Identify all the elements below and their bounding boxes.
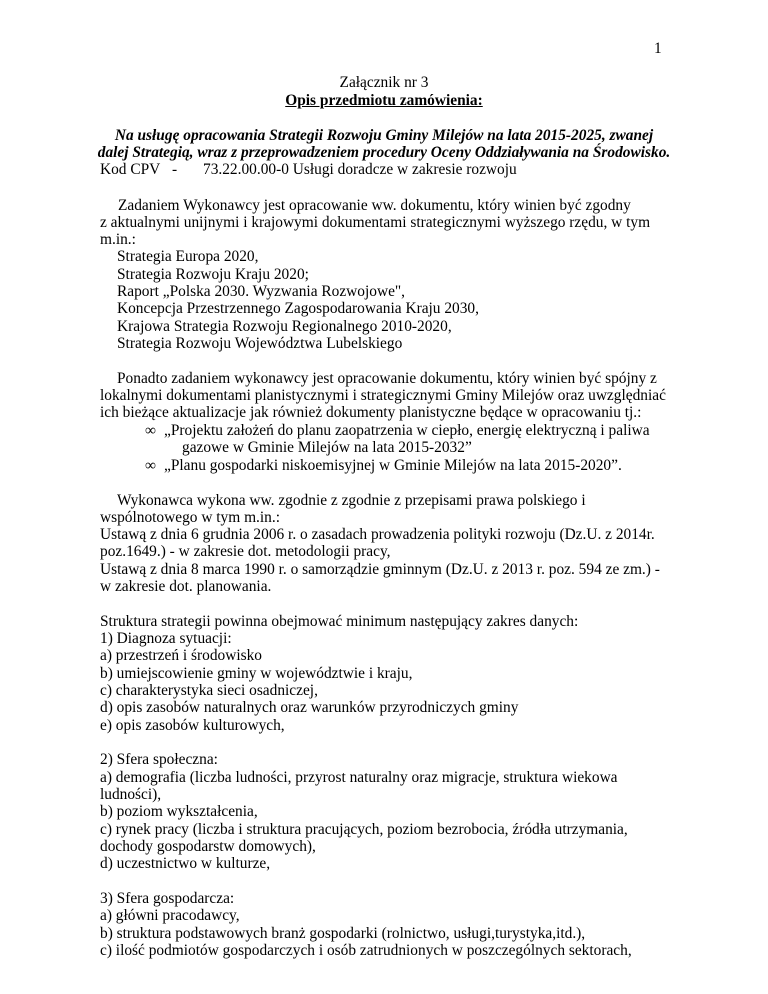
bullet-1-line-1: „Projektu założeń do planu zaopatrzenia w ciepło, energię elektryczną i paliwa [164,422,650,439]
document-list-item: Raport „Polska 2030. Wyzwania Rozwojowe", [117,283,406,300]
annex-label: Załącznik nr 3 [339,74,429,91]
document-list-item: Krajowa Strategia Rozwoju Regionalnego 2010-2020, [117,318,452,335]
bullet-2: „Planu gospodarki niskoemisyjnej w Gminie Milejów na lata 2015-2020”. [164,457,622,474]
list-item: ludności), [100,786,162,803]
cpv-dash: - [172,161,178,178]
document-list-item: Strategia Rozwoju Kraju 2020; [117,266,309,283]
para3-line-3: Ustawą z dnia 6 grudnia 2006 r. o zasadach prowadzenia polityki rozwoju (Dz.U. z 2014r. [100,526,655,543]
list-item: e) opis zasobów kulturowych, [100,717,285,734]
para2-line-1: Ponadto zadaniem wykonawcy jest opracowanie dokumentu, który winien być spójny z [117,370,657,387]
list-item: d) opis zasobów naturalnych oraz warunków przyrodniczych gminy [100,699,519,716]
list-item: a) demografia (liczba ludności, przyrost naturalny oraz migracje, struktura wiekowa [100,769,618,786]
para2-line-3: ich bieżące aktualizacje jak również dokumenty planistyczne będące w opracowaniu tj.: [100,404,642,421]
bullet-icon: ∞ [145,422,156,439]
para1-line-3: m.in.: [100,231,136,248]
page-number: 1 [654,40,662,57]
document-list-item: Strategia Europa 2020, [117,248,259,265]
para3-line-4: poz.1649.) - w zakresie dot. metodologii pracy, [100,543,391,560]
document-list-item: Strategia Rozwoju Województwa Lubelskiego [117,335,403,352]
para1-line-1: Zadaniem Wykonawcy jest opracowanie ww. dokumentu, który winien być zgodny [118,197,631,214]
para3-line-5: Ustawą z dnia 8 marca 1990 r. o samorządzie gminnym (Dz.U. z 2013 r. poz. 594 ze zm.) - [100,561,660,578]
para1-line-2: z aktualnymi unijnymi i krajowymi dokumentami strategicznymi wyższego rzędu, w tym [100,214,651,231]
para3-line-1: Wykonawca wykona ww. zgodnie z zgodnie z przepisami prawa polskiego i [117,492,586,509]
cpv-label: Kod CPV [100,161,161,178]
para3-line-6: w zakresie dot. planowania. [100,578,272,595]
list-item: dochody gospodarstw domowych), [100,838,316,855]
cpv-value: 73.22.00.00-0 Usługi doradcze w zakresie rozwoju [203,161,517,178]
section-heading: 3) Sfera gospodarcza: [100,890,235,907]
structure-intro: Struktura strategii powinna obejmować minimum następujący zakres danych: [100,613,579,630]
section-heading: 1) Diagnoza sytuacji: [100,630,232,647]
list-item: b) poziom wykształcenia, [100,803,258,820]
document-title: Opis przedmiotu zamówienia: [285,92,483,109]
list-item: c) ilość podmiotów gospodarczych i osób zatrudnionych w poszczególnych sektorach, [100,942,632,959]
bullet-icon: ∞ [145,457,156,474]
list-item: b) umiejscowienie gminy w województwie i kraju, [100,665,413,682]
intro-line-1: Na usługę opracowania Strategii Rozwoju Gminy Milejów na lata 2015-2025, zwanej [114,127,654,144]
list-item: d) uczestnictwo w kulturze, [100,855,271,872]
list-item: a) główni pracodawcy, [100,907,240,924]
section-heading: 2) Sfera społeczna: [100,751,218,768]
list-item: b) struktura podstawowych branż gospodarki (rolnictwo, usługi,turystyka,itd.), [100,925,586,942]
list-item: c) rynek pracy (liczba i struktura pracujących, poziom bezrobocia, źródła utrzymania, [100,821,628,838]
para2-line-2: lokalnymi dokumentami planistycznymi i strategicznymi Gminy Milejów oraz uwzględniać [100,387,666,404]
bullet-1-line-2: gazowe w Gminie Milejów na lata 2015-2032” [182,439,472,456]
document-list-item: Koncepcja Przestrzennego Zagospodarowania Kraju 2030, [117,300,479,317]
list-item: c) charakterystyka sieci osadniczej, [100,682,318,699]
list-item: a) przestrzeń i środowisko [100,647,262,664]
intro-line-2: dalej Strategią, wraz z przeprowadzeniem procedury Oceny Oddziaływania na Środowisko. [97,144,671,161]
para3-line-2: wspólnotowego w tym m.in.: [100,509,280,526]
